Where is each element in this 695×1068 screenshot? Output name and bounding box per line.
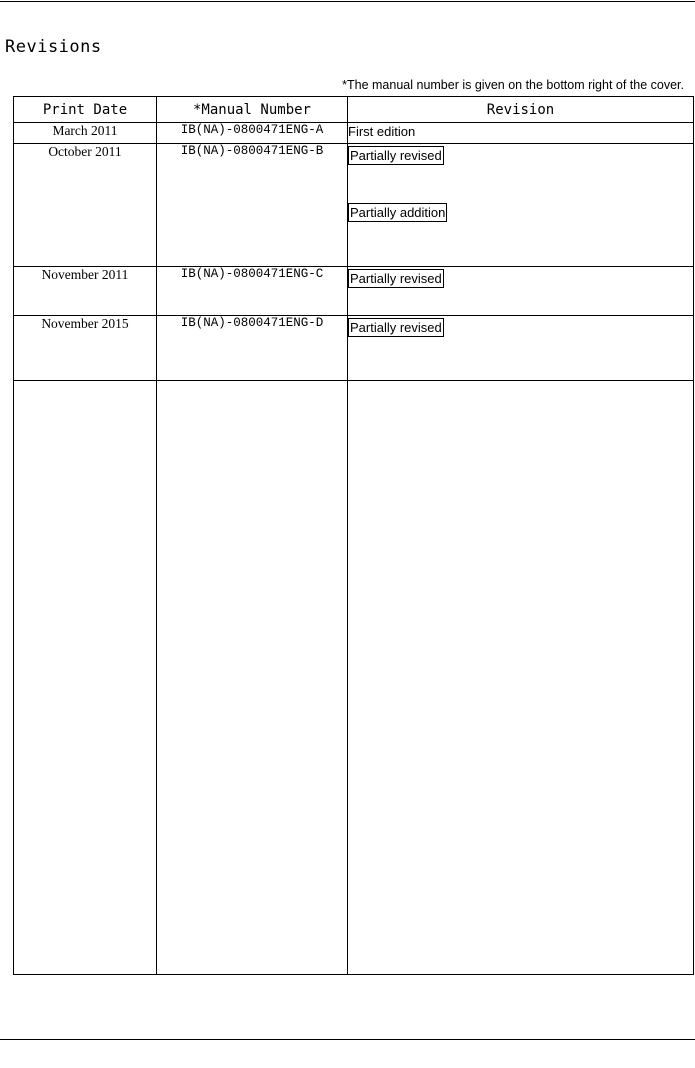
header-revision: Revision (348, 97, 694, 123)
header-print-date: Print Date (14, 97, 157, 123)
cover-note: *The manual number is given on the bottom right of the cover. (342, 78, 684, 92)
revisions-table (13, 96, 694, 975)
revision-cell (348, 267, 694, 316)
print-date-cell: March 2011 (14, 123, 157, 144)
manual-number-cell: IB(NA)-0800471ENG-C (157, 267, 348, 316)
table-row (14, 144, 694, 267)
revision-note-boxed: Partially revised (350, 148, 442, 163)
print-date-cell: November 2011 (14, 267, 157, 316)
bottom-rule (0, 1039, 695, 1040)
empty-cell (348, 381, 694, 975)
page-title: Revisions (5, 37, 102, 57)
revision-note-boxed: Partially revised (350, 271, 442, 286)
revision-note: First edition (348, 124, 416, 139)
empty-cell (157, 381, 348, 975)
table-row (14, 123, 694, 144)
table-header-row (14, 97, 694, 123)
manual-number-cell: IB(NA)-0800471ENG-A (157, 123, 348, 144)
revision-note-boxed: Partially revised (350, 320, 442, 335)
manual-number-cell: IB(NA)-0800471ENG-B (157, 144, 348, 267)
table-row (14, 267, 694, 316)
print-date-cell: October 2011 (14, 144, 157, 267)
header-manual-number: *Manual Number (157, 97, 348, 123)
empty-cell (14, 381, 157, 975)
top-rule (0, 1, 695, 2)
manual-number-cell: IB(NA)-0800471ENG-D (157, 316, 348, 381)
revision-cell (348, 316, 694, 381)
empty-table-row (14, 381, 694, 975)
revision-note-boxed: Partially addition (350, 205, 446, 220)
table-row (14, 316, 694, 381)
revision-cell (348, 123, 694, 144)
print-date-cell: November 2015 (14, 316, 157, 381)
revision-cell (348, 144, 694, 267)
